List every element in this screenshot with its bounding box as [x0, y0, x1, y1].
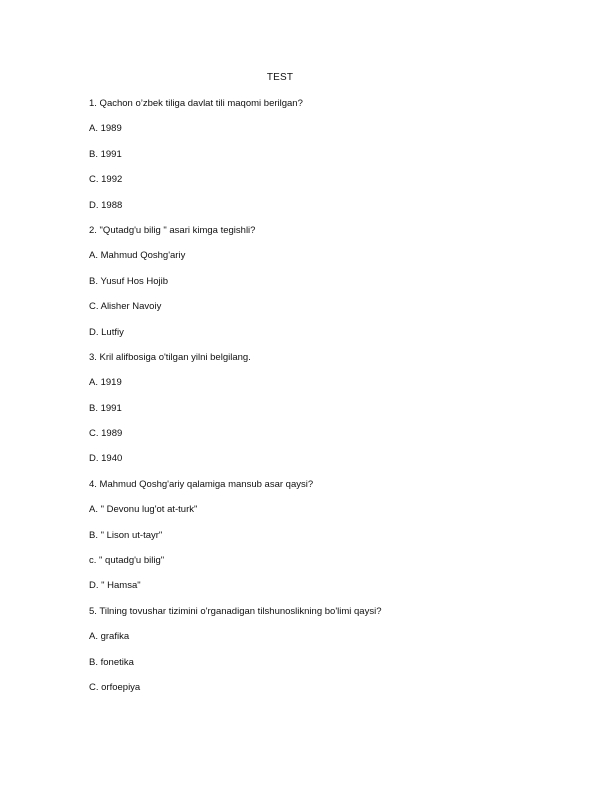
question-1-option-d: D. 1988 — [89, 199, 123, 211]
question-3: 3. Kril alifbosiga o'tilgan yilni belgilang. — [89, 351, 251, 363]
question-3-option-c: C. 1989 — [89, 428, 123, 440]
question-2-option-c: C. Alisher Navoiy — [89, 301, 162, 313]
question-4-option-b: B. " Lison ut-tayr" — [89, 529, 163, 541]
question-3-option-a: A. 1919 — [89, 377, 122, 389]
question-4-option-d: D. " Hamsa" — [89, 580, 141, 592]
question-2: 2. "Qutadg'u bilig " asari kimga tegishli? — [89, 224, 256, 236]
question-1-option-a: A. 1989 — [89, 123, 122, 135]
question-4: 4. Mahmud Qoshg'ariy qalamiga mansub asar qaysi? — [89, 478, 314, 490]
question-5-option-c: C. orfoepiya — [89, 681, 141, 693]
question-4-option-c: c. " qutadg'u bilig" — [89, 555, 165, 567]
question-5-option-a: A. grafika — [89, 631, 130, 643]
question-2-option-d: D. Lutfiy — [89, 326, 124, 338]
question-list — [89, 98, 381, 707]
question-1-option-b: B. 1991 — [89, 148, 122, 160]
question-1-option-c: C. 1992 — [89, 174, 123, 186]
question-3-option-d: D. 1940 — [89, 453, 123, 465]
question-5: 5. Tilning tovushar tizimini o'rganadigan tilshunoslikning bo'limi qaysi? — [89, 605, 382, 617]
question-2-option-a: A. Mahmud Qoshg'ariy — [89, 250, 186, 262]
question-2-option-b: B. Yusuf Hos Hojib — [89, 275, 169, 287]
question-5-option-b: B. fonetika — [89, 656, 134, 668]
question-4-option-a: A. " Devonu lug'ot at-turk" — [89, 504, 198, 516]
question-3-option-b: B. 1991 — [89, 402, 122, 414]
question-1: 1. Qachon o’zbek tiliga davlat tili maqomi berilgan? — [89, 98, 303, 109]
document-title: TEST — [266, 72, 294, 83]
